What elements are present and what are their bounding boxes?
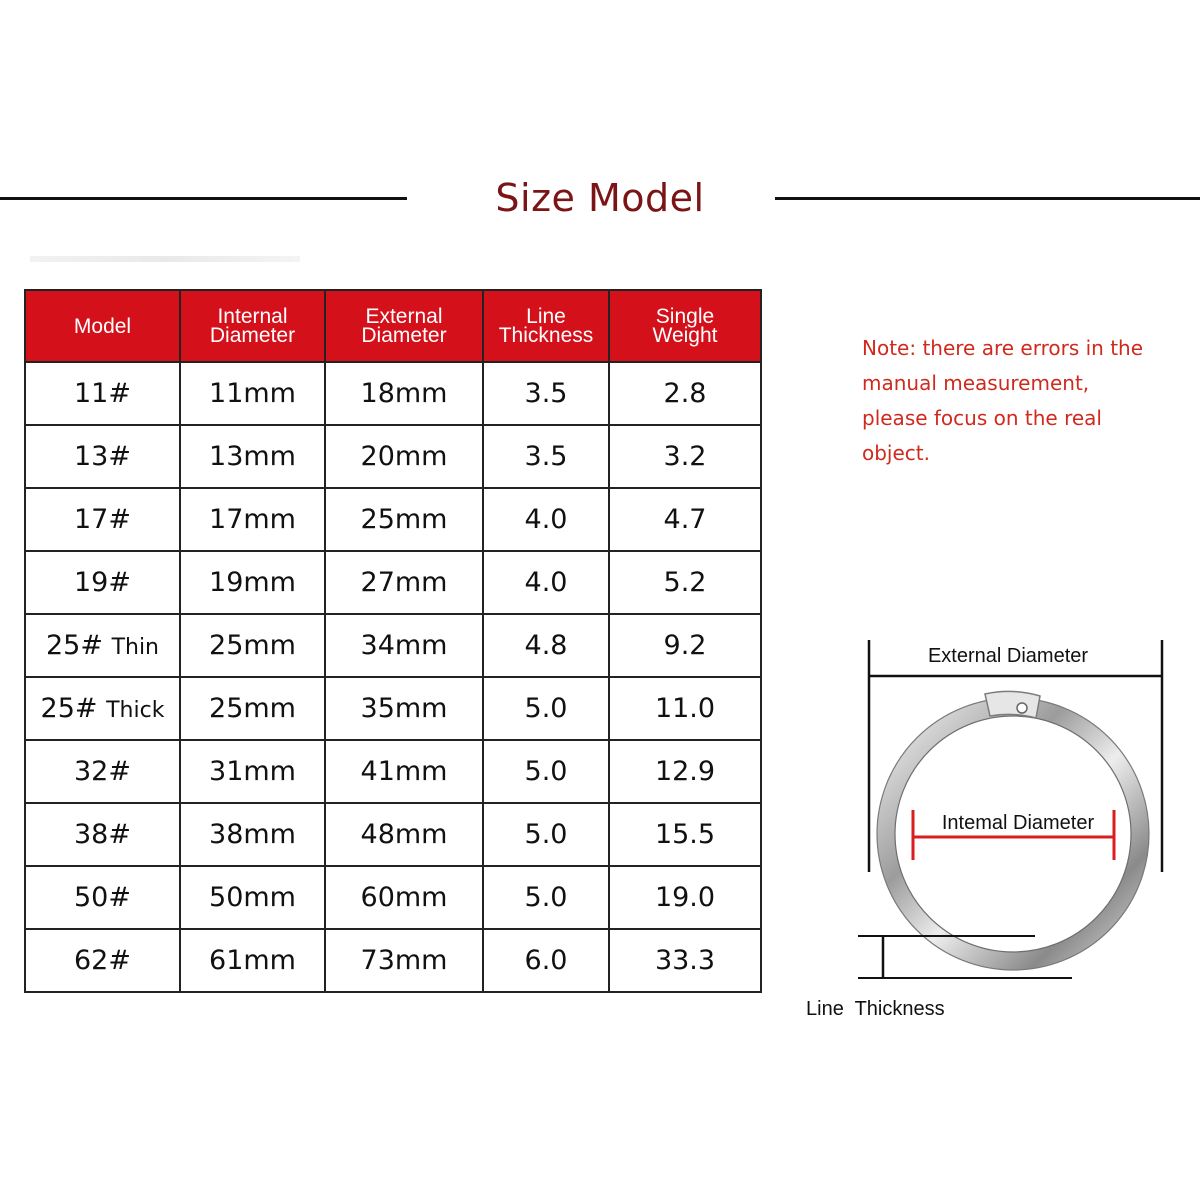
header-external-diameter: External Diameter: [325, 290, 483, 362]
cell-internal: 17mm: [180, 488, 325, 551]
cell-weight: 5.2: [609, 551, 761, 614]
header-model: Model: [25, 290, 180, 362]
cell-external: 41mm: [325, 740, 483, 803]
cell-thickness: 3.5: [483, 362, 609, 425]
cell-model: 17#: [25, 488, 180, 551]
table-row: [25, 866, 761, 929]
cell-external: 20mm: [325, 425, 483, 488]
cell-weight: 15.5: [609, 803, 761, 866]
cell-external: 27mm: [325, 551, 483, 614]
ring-gate-pin: [1017, 703, 1027, 713]
header-single-weight: Single Weight: [609, 290, 761, 362]
cell-weight: 19.0: [609, 866, 761, 929]
ring-image: [886, 707, 1140, 961]
cell-external: 25mm: [325, 488, 483, 551]
cell-internal: 25mm: [180, 677, 325, 740]
cell-thickness: 5.0: [483, 677, 609, 740]
cell-model: 25# Thin: [25, 614, 180, 677]
cell-external: 73mm: [325, 929, 483, 992]
cell-internal: 31mm: [180, 740, 325, 803]
cell-weight: 11.0: [609, 677, 761, 740]
table-row: [25, 614, 761, 677]
cell-thickness: 4.0: [483, 488, 609, 551]
cell-weight: 12.9: [609, 740, 761, 803]
table-row: [25, 551, 761, 614]
cell-thickness: 4.8: [483, 614, 609, 677]
page-title: Size Model: [495, 176, 705, 220]
cell-internal: 13mm: [180, 425, 325, 488]
cell-thickness: 5.0: [483, 866, 609, 929]
cell-model: 11#: [25, 362, 180, 425]
table-row: [25, 803, 761, 866]
ring-gate: [985, 691, 1040, 718]
external-diameter-label: External Diameter: [927, 645, 1089, 667]
cell-weight: 4.7: [609, 488, 761, 551]
cell-thickness: 4.0: [483, 551, 609, 614]
title-rule-left: [0, 197, 407, 200]
cell-model: 62#: [25, 929, 180, 992]
ring-diagram: [800, 630, 1190, 1030]
table-row: [25, 929, 761, 992]
cell-internal: 50mm: [180, 866, 325, 929]
table-header-row: [25, 290, 761, 362]
cell-external: 34mm: [325, 614, 483, 677]
table-row: [25, 740, 761, 803]
cell-weight: 9.2: [609, 614, 761, 677]
cell-model: 32#: [25, 740, 180, 803]
header-internal-diameter: Internal Diameter: [180, 290, 325, 362]
cell-thickness: 5.0: [483, 803, 609, 866]
cell-model: 19#: [25, 551, 180, 614]
internal-diameter-label: Intemal Diameter: [941, 812, 1095, 834]
header-line-thickness: Line Thickness: [483, 290, 609, 362]
cell-internal: 25mm: [180, 614, 325, 677]
cell-weight: 3.2: [609, 425, 761, 488]
cell-internal: 19mm: [180, 551, 325, 614]
cell-thickness: 3.5: [483, 425, 609, 488]
cell-internal: 38mm: [180, 803, 325, 866]
cell-model: 13#: [25, 425, 180, 488]
ring-inner-edge: [895, 716, 1131, 952]
cell-model: 38#: [25, 803, 180, 866]
line-thickness-label: Line Thickness: [806, 998, 945, 1020]
cell-external: 60mm: [325, 866, 483, 929]
cell-model: 25# Thick: [25, 677, 180, 740]
cell-weight: 33.3: [609, 929, 761, 992]
table-row: [25, 488, 761, 551]
measurement-note: Note: there are errors in the manual measurement, please focus on the real object.: [862, 336, 1144, 465]
size-table: [24, 289, 762, 993]
cell-thickness: 5.0: [483, 740, 609, 803]
cell-model: 50#: [25, 866, 180, 929]
cell-thickness: 6.0: [483, 929, 609, 992]
cell-external: 35mm: [325, 677, 483, 740]
cell-external: 48mm: [325, 803, 483, 866]
table-row: [25, 425, 761, 488]
cell-weight: 2.8: [609, 362, 761, 425]
cell-internal: 11mm: [180, 362, 325, 425]
cell-external: 18mm: [325, 362, 483, 425]
table-row: [25, 677, 761, 740]
title-rule-right: [775, 197, 1200, 200]
faded-text-strip: [30, 256, 300, 262]
table-row: [25, 362, 761, 425]
cell-internal: 61mm: [180, 929, 325, 992]
